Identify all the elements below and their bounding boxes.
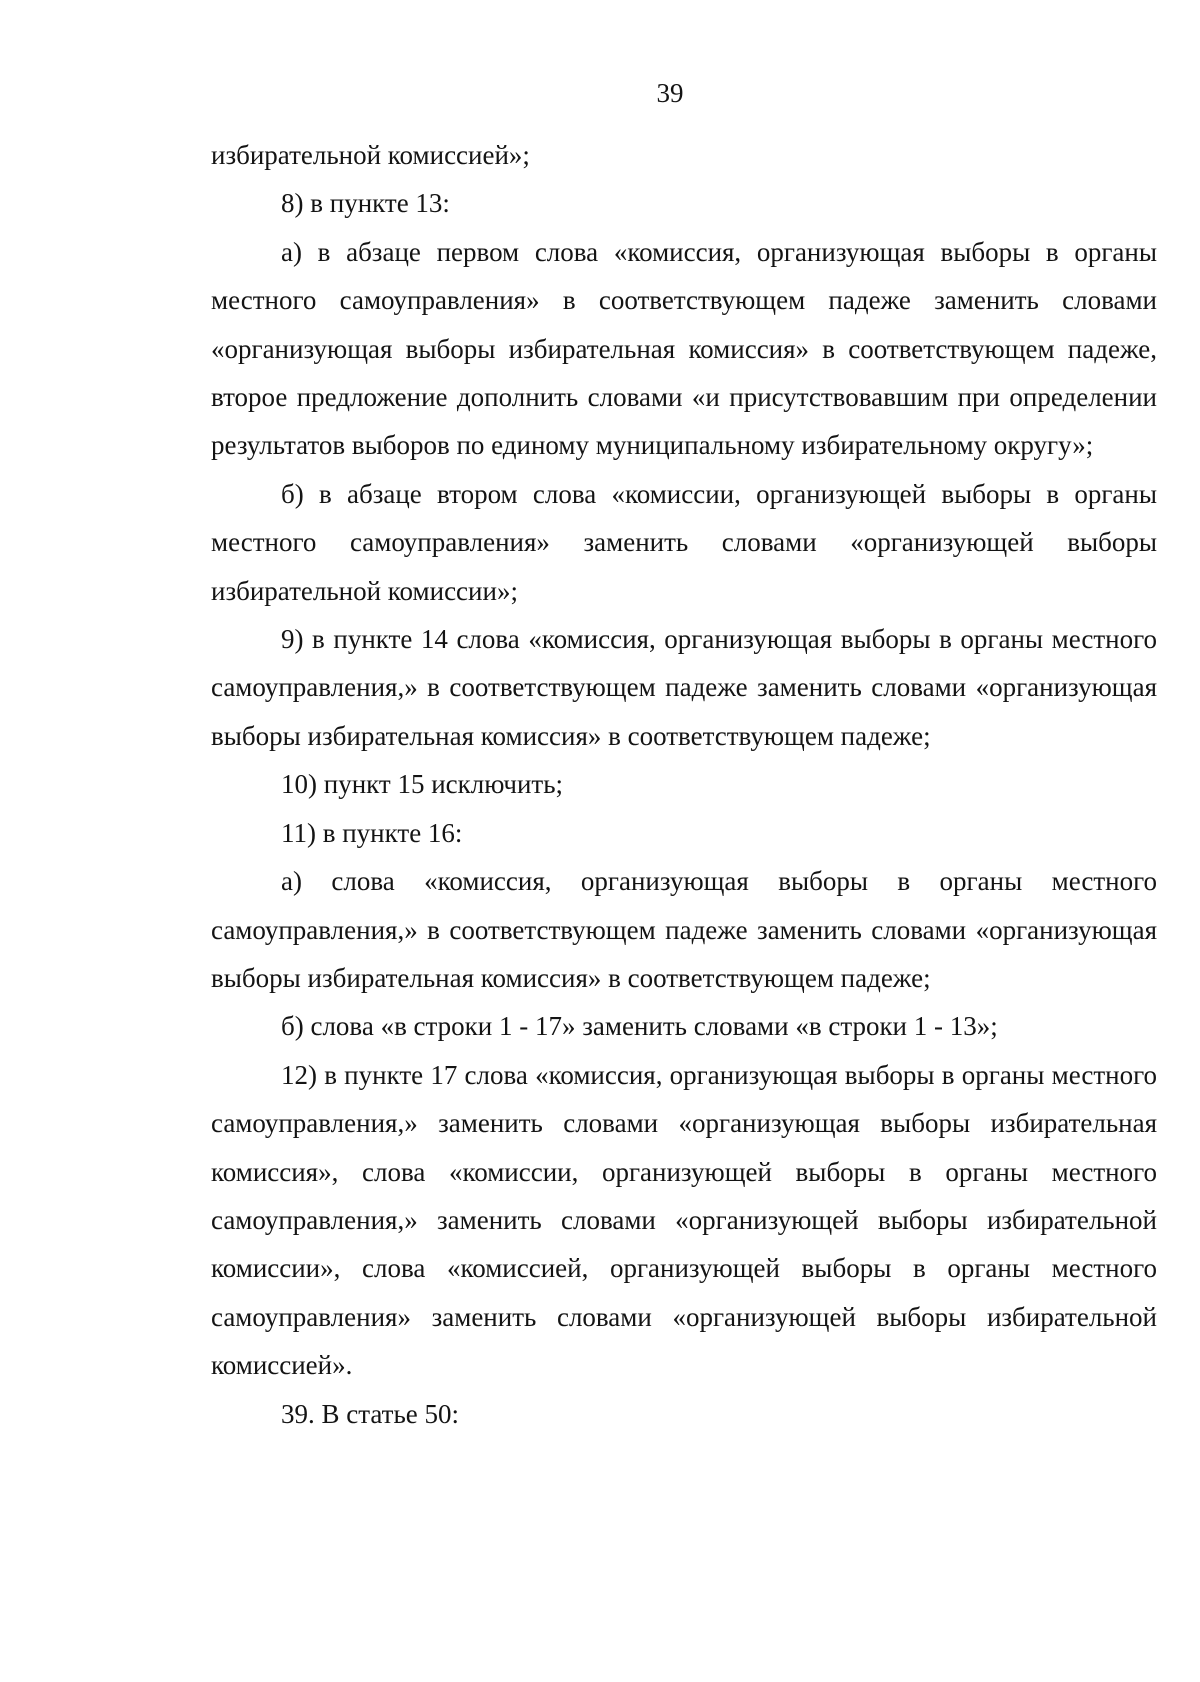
- paragraph-item-10: 10) пункт 15 исключить;: [281, 769, 564, 800]
- paragraph-item-11b: б) слова «в строки 1 - 17» заменить словами «в строки 1 - 13»;: [281, 1011, 998, 1042]
- document-text: [211, 131, 1157, 1438]
- paragraph-item-12: 12) в пункте 17 слова «комиссия, организующая выборы в органы местного самоуправления,» заменить словами «организующая выборы избирательная комиссия», слова «комиссии, организующей выборы в органы местного самоуправления,» заменить словами «организующей выборы избирательной комиссии», слова «комиссией, организующей выборы в органы местного самоуправления» заменить словами «организующей выборы избирательной комиссией».: [211, 1059, 1157, 1381]
- paragraph-item-8b: б) в абзаце втором слова «комиссии, организующей выборы в органы местного самоуправления» заменить словами «организующей выборы избирательной комиссии»;: [211, 478, 1157, 606]
- paragraph-article-39: 39. В статье 50:: [281, 1398, 460, 1429]
- paragraph-item-8: 8) в пункте 13:: [281, 188, 450, 219]
- page-number: 39: [656, 78, 684, 108]
- paragraph-item-11: 11) в пункте 16:: [281, 817, 463, 848]
- paragraph-item-8a: а) в абзаце первом слова «комиссия, организующая выборы в органы местного самоуправления» в соответствующем падеже заменить словами «организующая выборы избирательная комиссия» в соответствующем падеже, второе предложение дополнить словами «и присутствовавшим при определении результатов выборов по единому муниципальному избирательному округу»;: [211, 236, 1157, 461]
- paragraph-item-11a: а) слова «комиссия, организующая выборы в органы местного самоуправления,» в соответствующем падеже заменить словами «организующая выборы избирательная комиссия» в соответствующем падеже;: [211, 866, 1157, 993]
- paragraph-item-9: 9) в пункте 14 слова «комиссия, организующая выборы в органы местного самоуправления,» в соответствующем падеже заменить словами «организующая выборы избирательная комиссия» в соответствующем падеже;: [211, 624, 1157, 751]
- paragraph-continuation: избирательной комиссией»;: [211, 140, 530, 170]
